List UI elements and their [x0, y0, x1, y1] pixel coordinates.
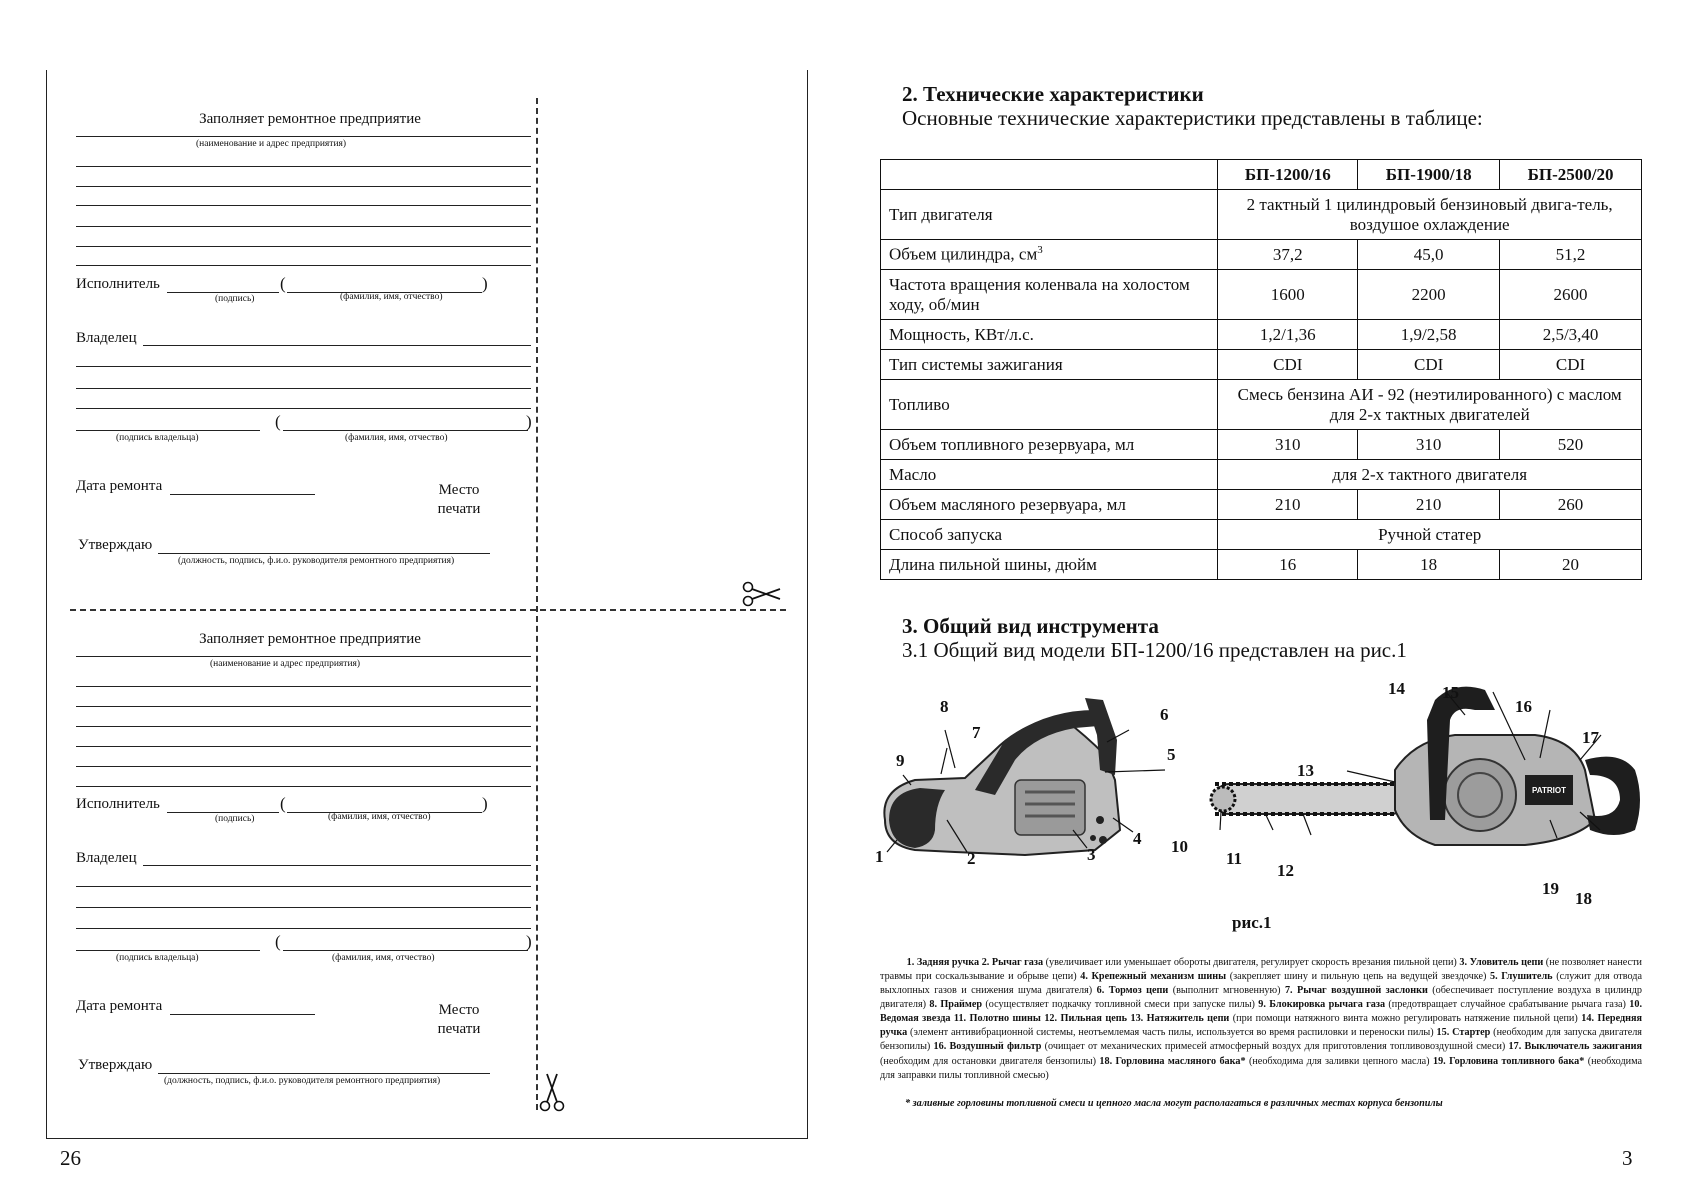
- legend-term: 9. Блокировка рычага газа: [1258, 999, 1386, 1011]
- callout-1: 1: [875, 847, 884, 866]
- brand-label: PATRIOT: [1532, 786, 1566, 795]
- spec-label: Масло: [881, 460, 1218, 490]
- org-line[interactable]: [76, 136, 531, 137]
- legend-term: 4. Крепежный механизм шины: [1080, 971, 1227, 983]
- spec-label: Длина пильной шины, дюйм: [881, 550, 1218, 580]
- callout-19: 19: [1542, 879, 1559, 898]
- approve-label: Утверждаю: [78, 1057, 153, 1073]
- spec-row: [881, 270, 1642, 320]
- parts-legend: [880, 956, 1642, 1083]
- repair-date-label: Дата ремонта: [76, 478, 163, 494]
- legend-term: 15. Стартер: [1436, 1027, 1491, 1039]
- org-line[interactable]: [76, 726, 531, 727]
- legend-desc: (служит для отвода выхлопных газов и снижения шума двигателя): [880, 971, 1642, 997]
- spec-merged-value: для 2-х тактного двигателя: [1218, 460, 1642, 490]
- spec-value: 1,2/1,36: [1218, 320, 1358, 350]
- callout-11: 11: [1226, 849, 1243, 868]
- executor-signature-line[interactable]: [167, 812, 279, 813]
- org-line[interactable]: [76, 766, 531, 767]
- approve-line[interactable]: [158, 1073, 490, 1074]
- spec-row: [881, 320, 1642, 350]
- spec-header-row: [881, 160, 1642, 190]
- org-caption: (наименование и адрес предприятия): [210, 659, 361, 669]
- owner-signature-caption: (подпись владельца): [116, 433, 199, 443]
- stamp-line2: печати: [437, 1020, 481, 1037]
- spec-row: [881, 240, 1642, 270]
- spec-value: 2,5/3,40: [1500, 320, 1642, 350]
- open-paren: (: [280, 794, 286, 813]
- owner-line[interactable]: [143, 865, 531, 866]
- legend-desc: (предотвращает случайное срабатывание рычага газа): [1385, 999, 1630, 1011]
- spec-value: CDI: [1500, 350, 1642, 380]
- legend-desc: (необходим для остановки двигателя бензопилы): [880, 1055, 1100, 1067]
- scissors-icon: [742, 580, 782, 608]
- legend-term: 7. Рычаг воздушной заслонки: [1284, 985, 1428, 997]
- spec-value: 310: [1358, 430, 1500, 460]
- callout-10: 10: [1171, 837, 1188, 856]
- section3-subtitle: 3.1 Общий вид модели БП-1200/16 представлен на рис.1: [902, 638, 1407, 662]
- legend-desc: (при помощи натяжного винта можно регулировать натяжение пильной цепи): [1229, 1013, 1582, 1025]
- executor-label: Исполнитель: [76, 796, 160, 812]
- spec-label: Частота вращения коленвала на холостом ходу, об/мин: [881, 270, 1218, 320]
- horizontal-cut-line: [70, 609, 786, 611]
- spec-row: [881, 350, 1642, 380]
- org-line[interactable]: [76, 205, 531, 206]
- signature-caption: (подпись): [215, 294, 255, 304]
- model-header: БП-2500/20: [1500, 160, 1642, 190]
- callout-15: 15: [1442, 683, 1459, 702]
- org-line[interactable]: [76, 686, 531, 687]
- spec-label-sup: 3: [1037, 244, 1043, 257]
- legend-term: 2. Рычаг газа: [981, 957, 1044, 968]
- spec-merged-value: 2 тактный 1 цилиндровый бензиновый двига-тель, воздушое охлаждение: [1218, 190, 1642, 240]
- legend-desc: (не позволяет нанести травмы при соскальзывание и обрыве цепи): [880, 957, 1642, 983]
- close-paren: ): [526, 412, 532, 431]
- callout-17: 17: [1582, 728, 1599, 747]
- owner-label: Владелец: [76, 330, 137, 346]
- legend-term: 5. Глушитель: [1490, 971, 1553, 983]
- legend-term: 1. Задняя ручка: [906, 957, 980, 968]
- repair-date-label: Дата ремонта: [76, 998, 163, 1014]
- section2-title: 2. Технические характеристики: [902, 82, 1204, 106]
- spec-merged-value: Смесь бензина АИ - 92 (неэтилированного) с маслом для 2-х тактных двигателей: [1218, 380, 1642, 430]
- spec-merged-value: Ручной статер: [1218, 520, 1642, 550]
- owner-signature-caption: (подпись владельца): [116, 953, 199, 963]
- approve-caption: (должность, подпись, ф.и.о. руководителя ремонтного предприятия): [164, 1076, 441, 1086]
- open-paren: (: [280, 274, 286, 293]
- legend-desc: (необходим для запуска двигателя бензопилы): [880, 1027, 1642, 1053]
- owner-fio-line[interactable]: [283, 430, 528, 431]
- legend-note: * заливные горловины топливной смеси и цепного масла могут располагаться в различных местах корпуса бензопилы: [905, 1098, 1443, 1109]
- repair-date-line[interactable]: [170, 1014, 315, 1015]
- close-paren: ): [482, 794, 488, 813]
- legend-desc: (элемент антивибрационной системы, неотъемлемая часть пилы, используется во время распиловки и переноски пилы): [907, 1027, 1437, 1039]
- legend-term: 6. Тормоз цепи: [1096, 985, 1169, 997]
- legend-desc: (закрепляет шину и пильную цепь на ведущей звездочке): [1226, 971, 1491, 983]
- spec-value: 18: [1358, 550, 1500, 580]
- spec-label: Способ запуска: [881, 520, 1218, 550]
- spec-label: [881, 240, 1218, 270]
- callout-4: 4: [1133, 829, 1142, 848]
- callout-6: 6: [1160, 705, 1169, 724]
- legend-desc: (необходима для заправки пилы топливной смесью): [880, 1055, 1643, 1081]
- spec-row: [881, 460, 1642, 490]
- spec-value: 520: [1500, 430, 1642, 460]
- org-line[interactable]: [76, 186, 531, 187]
- spec-value: 310: [1218, 430, 1358, 460]
- page-number-left: 26: [60, 1146, 81, 1170]
- spec-value: 210: [1358, 490, 1500, 520]
- executor-label: Исполнитель: [76, 276, 160, 292]
- spec-value: 51,2: [1500, 240, 1642, 270]
- org-line[interactable]: [76, 246, 531, 247]
- org-line[interactable]: [76, 265, 531, 266]
- spec-row: [881, 380, 1642, 430]
- owner-signature-line[interactable]: [76, 950, 260, 951]
- spec-row: [881, 430, 1642, 460]
- fio-caption: (фамилия, имя, отчество): [328, 812, 431, 822]
- callout-12: 12: [1277, 861, 1294, 880]
- legend-term: 3. Уловитель цепи: [1459, 957, 1544, 968]
- approve-label: Утверждаю: [78, 537, 153, 553]
- org-line[interactable]: [76, 706, 531, 707]
- open-paren: (: [275, 932, 281, 951]
- spec-label: Топливо: [881, 380, 1218, 430]
- open-paren: (: [275, 412, 281, 431]
- org-line[interactable]: [76, 226, 531, 227]
- owner-line[interactable]: [76, 388, 531, 389]
- close-paren: ): [482, 274, 488, 293]
- callout-7: 7: [972, 723, 981, 742]
- spec-value: 16: [1218, 550, 1358, 580]
- owner-label: Владелец: [76, 850, 137, 866]
- spec-row: [881, 190, 1642, 240]
- spec-row: [881, 520, 1642, 550]
- model-header: БП-1200/16: [1218, 160, 1358, 190]
- spec-row: [881, 550, 1642, 580]
- spec-value: 20: [1500, 550, 1642, 580]
- spec-value: 1,9/2,58: [1358, 320, 1500, 350]
- owner-fio-caption: (фамилия, имя, отчество): [332, 953, 435, 963]
- org-caption: (наименование и адрес предприятия): [196, 139, 347, 149]
- callout-16: 16: [1515, 697, 1532, 716]
- spec-value: 210: [1218, 490, 1358, 520]
- close-paren: ): [526, 932, 532, 951]
- spec-value: 1600: [1218, 270, 1358, 320]
- org-line[interactable]: [76, 656, 531, 657]
- org-line[interactable]: [76, 746, 531, 747]
- owner-fio-caption: (фамилия, имя, отчество): [345, 433, 448, 443]
- legend-desc: (необходима для заливки цепного масла): [1245, 1055, 1433, 1067]
- owner-line[interactable]: [76, 907, 531, 908]
- legend-desc: (обеспечивает поступление воздуха в цилиндр двигателя): [880, 985, 1642, 1011]
- section3-title: 3. Общий вид инструмента: [902, 614, 1159, 638]
- approve-caption: (должность, подпись, ф.и.о. руководителя ремонтного предприятия): [178, 556, 455, 566]
- spec-label: Тип системы зажигания: [881, 350, 1218, 380]
- legend-desc: (увеличивает или уменьшает обороты двигателя, регулирует скорость врезания пильной цепи): [1043, 957, 1460, 968]
- form-title: Заполняет ремонтное предприятие: [199, 631, 421, 647]
- fio-caption: (фамилия, имя, отчество): [340, 292, 443, 302]
- spec-label: Объем топливного резервуара, мл: [881, 430, 1218, 460]
- legend-term: 14. Передняя ручка: [880, 1013, 1642, 1039]
- org-line[interactable]: [76, 786, 531, 787]
- form-title: Заполняет ремонтное предприятие: [199, 111, 421, 127]
- callout-13: 13: [1297, 761, 1314, 780]
- page-number-right: 3: [1622, 1146, 1633, 1170]
- model-header: БП-1900/18: [1358, 160, 1500, 190]
- chainsaw-figure: [875, 680, 1645, 910]
- callout-9: 9: [896, 751, 905, 770]
- legend-term: 17. Выключатель зажигания: [1508, 1041, 1642, 1053]
- callout-2: 2: [967, 849, 976, 868]
- spec-value: 260: [1500, 490, 1642, 520]
- spec-value: 2200: [1358, 270, 1500, 320]
- spec-label: Объем масляного резервуара, мл: [881, 490, 1218, 520]
- scissors-icon-vertical: [538, 1072, 566, 1112]
- signature-caption: (подпись): [215, 814, 255, 824]
- chainsaw-with-bar: [1211, 687, 1640, 845]
- legend-desc: (осуществляет подкачку топливной смеси при запуске пилы): [982, 999, 1259, 1011]
- spec-label-text: Объем цилиндра, см: [889, 245, 1038, 265]
- legend-term: 10. Ведомая звезда 11. Полотно шины 12. Пильная цепь 13. Натяжитель цепи: [880, 999, 1642, 1025]
- legend-desc: (выполнит мгновенную): [1168, 985, 1285, 997]
- chainsaw-side-view: [884, 698, 1120, 855]
- legend-term: 19. Горловина топливного бака*: [1432, 1055, 1585, 1067]
- executor-signature-line[interactable]: [167, 292, 279, 293]
- owner-line[interactable]: [143, 345, 531, 346]
- spec-value: 45,0: [1358, 240, 1500, 270]
- owner-line[interactable]: [76, 886, 531, 887]
- header-empty: [881, 160, 1218, 190]
- spec-value: CDI: [1218, 350, 1358, 380]
- spec-value: CDI: [1358, 350, 1500, 380]
- repair-date-line[interactable]: [170, 494, 315, 495]
- callout-8: 8: [940, 697, 949, 716]
- left-page-frame: [46, 70, 808, 1139]
- figure-caption: рис.1: [1232, 913, 1272, 932]
- callout-3: 3: [1087, 845, 1096, 864]
- spec-value: 2600: [1500, 270, 1642, 320]
- approve-line[interactable]: [158, 553, 490, 554]
- section2-subtitle: Основные технические характеристики представлены в таблице:: [902, 106, 1483, 130]
- legend-term: 16. Воздушный фильтр: [933, 1041, 1042, 1053]
- spec-value: 37,2: [1218, 240, 1358, 270]
- owner-fio-line[interactable]: [283, 950, 528, 951]
- stamp-place: [424, 481, 494, 519]
- owner-line[interactable]: [76, 408, 531, 409]
- callout-18: 18: [1575, 889, 1592, 908]
- vertical-cut-line: [536, 98, 538, 1110]
- stamp-place: [424, 1001, 494, 1039]
- callout-14: 14: [1388, 680, 1405, 698]
- owner-line[interactable]: [76, 366, 531, 367]
- callout-5: 5: [1167, 745, 1176, 764]
- stamp-line1: Место: [438, 482, 480, 498]
- spec-label: Мощность, КВт/л.с.: [881, 320, 1218, 350]
- spec-label: Тип двигателя: [881, 190, 1218, 240]
- owner-line[interactable]: [76, 928, 531, 929]
- stamp-line2: печати: [437, 500, 481, 517]
- org-line[interactable]: [76, 166, 531, 167]
- legend-term: 8. Праймер: [929, 999, 983, 1011]
- legend-desc: (очищает от механических примесей атмосферный воздух для приготовления топливовоздушной смеси): [1041, 1041, 1509, 1053]
- stamp-line1: Место: [438, 1002, 480, 1018]
- legend-term: 18. Горловина масляного бака*: [1099, 1055, 1246, 1067]
- spec-row: [881, 490, 1642, 520]
- owner-signature-line[interactable]: [76, 430, 260, 431]
- spec-table: [880, 159, 1642, 580]
